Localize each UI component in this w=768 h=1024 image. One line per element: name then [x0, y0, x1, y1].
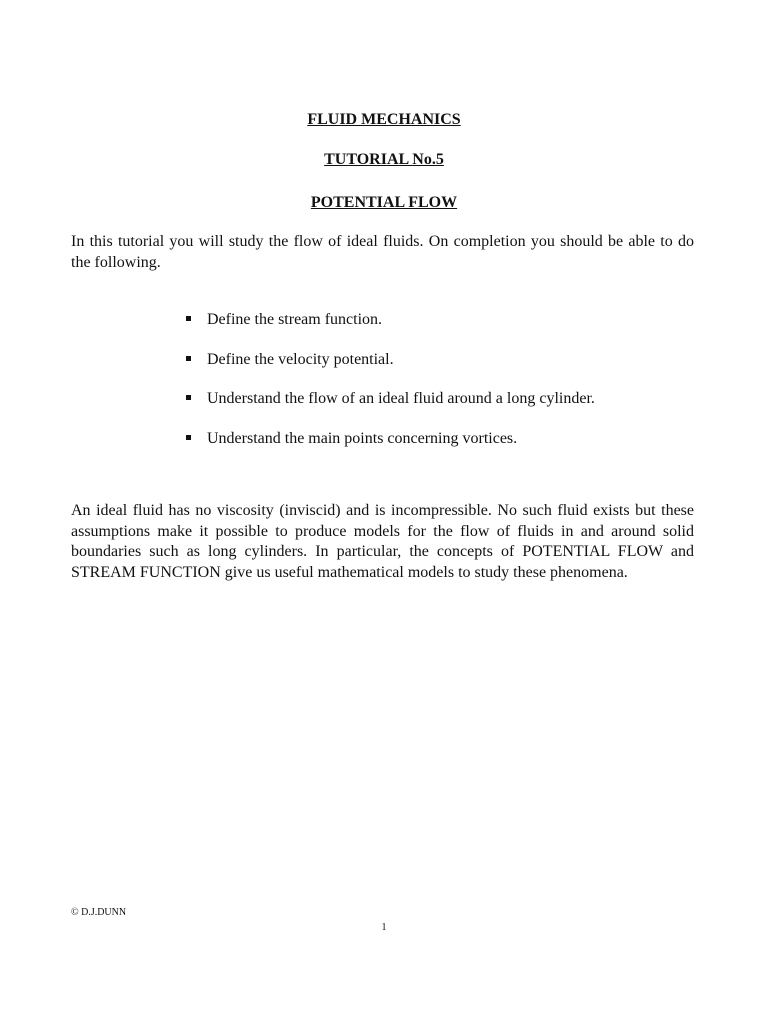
square-bullet-icon	[186, 356, 191, 361]
list-item	[186, 310, 595, 330]
objective-text: Understand the flow of an ideal fluid around a long cylinder.	[207, 390, 595, 407]
list-item	[186, 429, 595, 449]
square-bullet-icon	[186, 316, 191, 321]
objective-text: Understand the main points concerning vortices.	[207, 429, 518, 447]
topic-heading: POTENTIAL FLOW	[310, 194, 458, 211]
page-number: 1	[381, 922, 387, 933]
body-paragraph: An ideal fluid has no viscosity (inviscid) and is incompressible. No such fluid exists but these assumptions make it possible to produce models for the flow of fluids in and around solid boundaries such as long cylinders. In particular, the concepts of POTENTIAL FLOW and STREAM FUNCTION give us useful mathematical models to study these phenomena.	[71, 502, 694, 581]
objective-text: Define the stream function.	[207, 311, 383, 328]
objectives-list	[186, 310, 595, 468]
document-title: FLUID MECHANICS	[307, 111, 461, 128]
objective-text: Define the velocity potential.	[207, 350, 394, 368]
tutorial-number-heading: TUTORIAL No.5	[324, 151, 444, 168]
list-item	[186, 389, 595, 409]
copyright-footer: © D.J.DUNN	[71, 907, 127, 918]
square-bullet-icon	[186, 435, 191, 440]
square-bullet-icon	[186, 395, 191, 400]
list-item	[186, 350, 595, 370]
intro-paragraph: In this tutorial you will study the flow of ideal fluids. On completion you should be able to do the following.	[71, 233, 694, 271]
